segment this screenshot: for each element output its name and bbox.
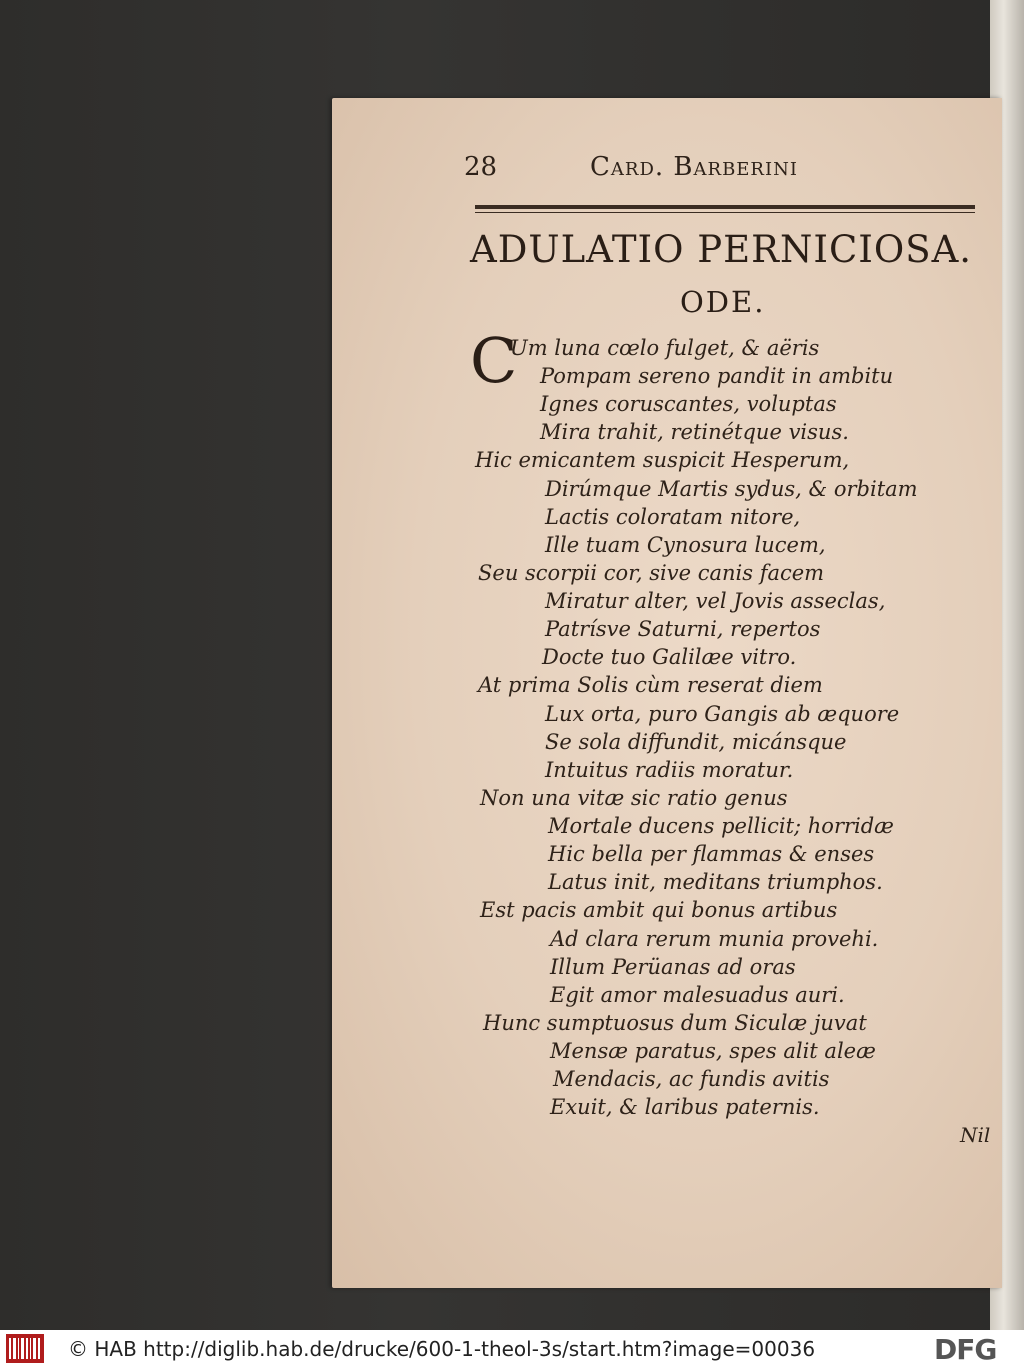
running-head: Card. Barberini — [590, 152, 798, 182]
verse-line: Mensæ paratus, spes alit aleæ — [550, 1039, 876, 1063]
verse-line: Miratur alter, vel Jovis asseclas, — [545, 589, 886, 613]
verse-line: Egit amor malesuadus auri. — [550, 983, 845, 1007]
verse-line: Patrísve Saturni, repertos — [545, 617, 821, 641]
catchword: Nil — [960, 1123, 991, 1147]
verse-line: Non una vitæ sic ratio genus — [480, 786, 788, 810]
verse-line: Latus init, meditans triumphos. — [548, 870, 883, 894]
verse-line: Mira trahit, retinétque visus. — [540, 420, 849, 444]
verse-line: At prima Solis cùm reserat diem — [478, 673, 823, 697]
header-rule — [475, 205, 975, 209]
verse-line: Illum Perüanas ad oras — [550, 955, 796, 979]
verse-line: Dirúmque Martis sydus, & orbitam — [545, 477, 918, 501]
verse-line: Um luna cœlo fulget, & aëris — [510, 336, 820, 360]
verse-line: Pompam sereno pandit in ambitu — [540, 364, 894, 388]
dfg-logo[interactable]: DFG — [934, 1333, 997, 1366]
verse-line: Hic emicantem suspicit Hesperum, — [475, 448, 850, 472]
verse-line: Docte tuo Galilæe vitro. — [542, 645, 797, 669]
verse-line: Exuit, & laribus paternis. — [550, 1095, 820, 1119]
verse-line: Se sola diffundit, micánsque — [545, 730, 847, 754]
verse-line: Ad clara rerum munia provehi. — [550, 927, 879, 951]
header-rule-thin — [475, 212, 975, 213]
verse-line: Ille tuam Cynosura lucem, — [545, 533, 826, 557]
verse-line: Hunc sumptuosus dum Siculæ juvat — [483, 1011, 867, 1035]
barcode-logo-icon — [6, 1334, 44, 1363]
verse-line: Est pacis ambit qui bonus artibus — [480, 898, 838, 922]
drop-capital: C — [470, 324, 518, 397]
verse-line: Seu scorpii cor, sive canis facem — [478, 561, 825, 585]
verse-line: Mortale ducens pellicit; horridæ — [548, 814, 894, 838]
verse-line: Mendacis, ac fundis avitis — [553, 1067, 830, 1091]
copyright-link[interactable]: © HAB http://diglib.hab.de/drucke/600-1-theol-3s/start.htm?image=00036 — [68, 1337, 816, 1361]
page-number: 28 — [464, 152, 498, 182]
poem-subtitle: ODE. — [680, 285, 766, 319]
verse-line: Ignes coruscantes, voluptas — [540, 392, 837, 416]
verse-line: Hic bella per flammas & enses — [548, 842, 875, 866]
verse-line: Lactis coloratam nitore, — [545, 505, 801, 529]
verse-line: Lux orta, puro Gangis ab æquore — [545, 702, 900, 726]
verse-line: Intuitus radiis moratur. — [545, 758, 794, 782]
poem-title: ADULATIO PERNICIOSA. — [470, 228, 973, 271]
